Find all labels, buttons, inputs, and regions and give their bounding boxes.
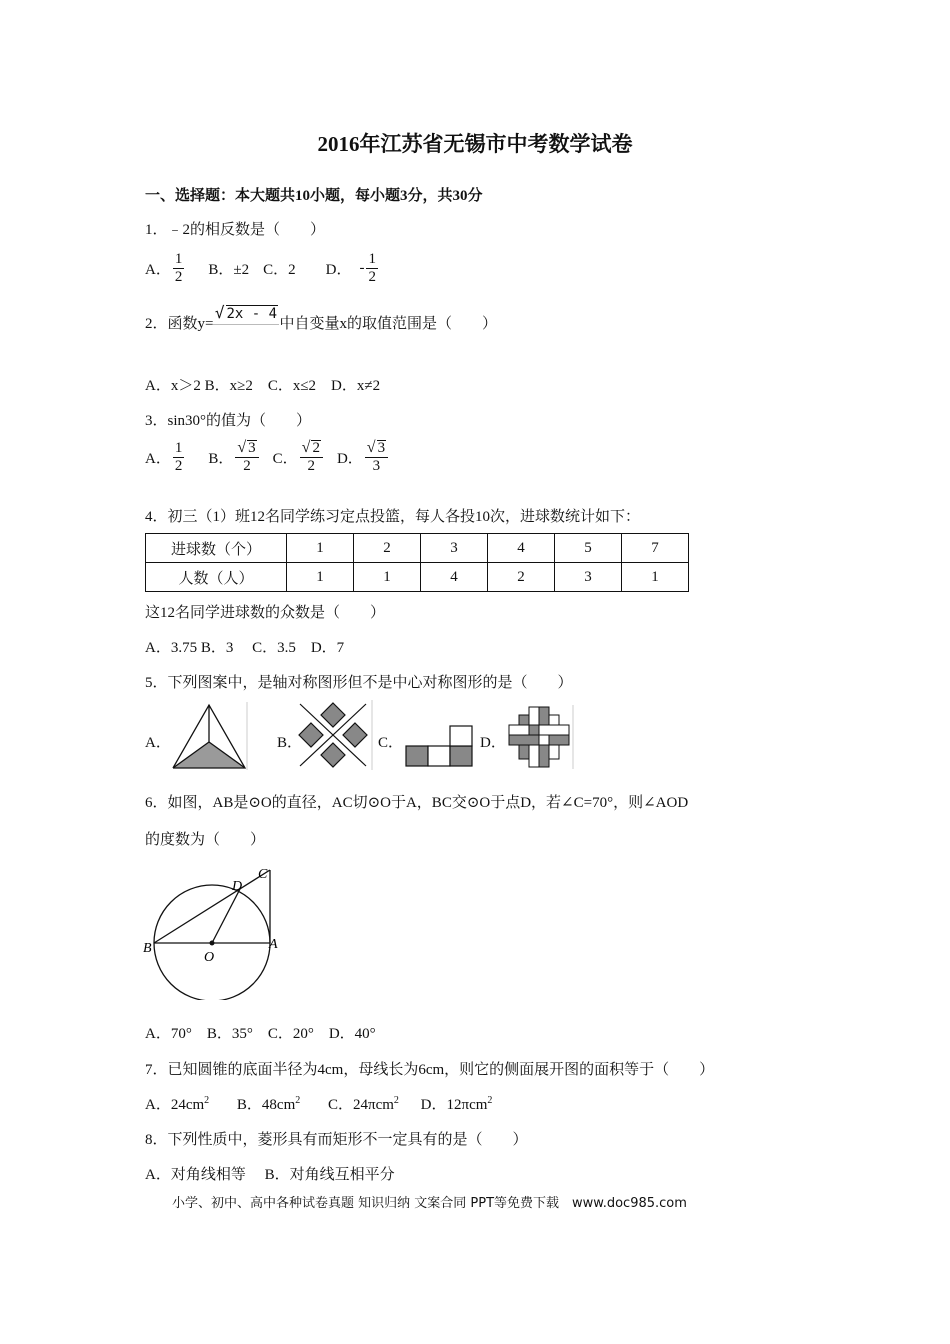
q3-b-fraction: $\frac{√ 3}{2}$	[235, 440, 258, 474]
q8-stem: 8．下列性质中，菱形具有而矩形不一定具有的是（ ）	[145, 1132, 528, 1148]
table-row	[146, 563, 689, 592]
q3-a-fraction: $\frac{1}{2}$	[174, 439, 183, 474]
page-title: 2016年江苏省无锡市中考数学试卷	[317, 132, 633, 156]
q2-suffix: 中自变量x的取值范围是（ ）	[279, 316, 497, 332]
q2-radicand: 2x - 4	[226, 305, 278, 322]
table-cell: 1	[622, 563, 689, 592]
table-cell: 1	[287, 534, 354, 563]
q1-d-fraction: $\frac{1}{2}$	[368, 251, 376, 285]
q3-d-label: D．	[336, 450, 363, 467]
q1-option-b: B．±2	[208, 262, 250, 278]
label-A: A	[269, 937, 278, 952]
table-cell: 7	[622, 534, 689, 563]
q7-options	[145, 1093, 492, 1114]
q6-options: A．70° B．35° C．20° D．40°	[145, 1026, 376, 1042]
q4-question: 这12名同学进球数的众数是（ ）	[145, 605, 386, 621]
q6-stem: 6．如图，AB是⊙O的直径，AC切⊙O于A，BC交⊙O于点D，若∠C=70°，则∠AOD	[145, 795, 689, 811]
q7-option-c: C．24πcm	[328, 1097, 394, 1113]
q5-stem: 5．下列图案中，是轴对称图形但不是中心对称图形的是（ ）	[145, 675, 573, 691]
table-cell: 5	[555, 534, 622, 563]
q5-d-figure	[503, 705, 575, 769]
table-cell: 4	[488, 534, 555, 563]
table-cell: 1	[354, 563, 421, 592]
table-cell: 4	[421, 563, 488, 592]
q5-c-label: C．	[378, 735, 404, 751]
q4-table	[145, 533, 689, 592]
q2-sqrt-expression	[213, 303, 279, 325]
q1-a-fraction: $\frac{1}{2}$	[174, 251, 183, 285]
q7-option-a: A．24cm	[145, 1097, 205, 1113]
q5-a-label: A．	[145, 735, 171, 751]
q4-options: A．3.75 B．3 C．3.5 D．7	[145, 640, 345, 656]
q3-options	[145, 440, 390, 474]
q1-stem: 1．﹣2的相反数是（ ）	[145, 222, 326, 238]
table-cell: 进球数（个）	[146, 534, 287, 563]
q7-option-b: B．48cm	[236, 1097, 296, 1113]
radical-icon: √	[214, 302, 225, 322]
q1-option-c: C．2	[263, 262, 296, 278]
q3-c-fraction: $\frac{√ 2}{2}$	[300, 440, 323, 474]
page-footer: 小学、初中、高中各种试卷真题 知识归纳 文案合同 PPT等免费下载 www.doc985.com	[172, 1196, 687, 1211]
table-row	[146, 534, 689, 563]
table-cell: 3	[555, 563, 622, 592]
q6-circle-diagram	[142, 860, 280, 1000]
table-cell: 3	[421, 534, 488, 563]
q5-c-figure	[402, 722, 474, 768]
q2-stem	[145, 302, 497, 333]
table-cell: 2	[488, 563, 555, 592]
q3-d-fraction: $\frac{√ 3}{3}$	[365, 440, 388, 474]
section-heading: 一、选择题：本大题共10小题，每小题3分，共30分	[145, 188, 483, 204]
q7-exp: 2	[204, 1095, 210, 1106]
q7-exp: 2	[393, 1095, 399, 1106]
label-D: D	[232, 879, 243, 894]
q5-d-label: D．	[480, 735, 506, 751]
q3-stem: 3．sin30°的值为（ ）	[145, 413, 312, 429]
table-cell: 1	[287, 563, 354, 592]
q7-option-d: D．12πcm	[420, 1097, 488, 1113]
q2-prefix: 2．函数y=	[145, 316, 214, 332]
q7-exp: 2	[487, 1095, 493, 1106]
q1-d-label: D．	[325, 262, 352, 278]
table-cell: 人数（人）	[146, 563, 287, 592]
q8-options: A．对角线相等 B．对角线互相平分	[145, 1167, 395, 1183]
q3-c-label: C．	[272, 450, 298, 467]
q2-options: A．x＞2 B．x≥2 C．x≤2 D．x≠2	[145, 378, 381, 394]
q5-a-figure	[170, 702, 248, 770]
q7-exp: 2	[295, 1095, 301, 1106]
label-O: O	[204, 950, 215, 965]
q7-stem: 7．已知圆锥的底面半径为4cm，母线长为6cm，则它的侧面展开图的面积等于（ ）	[145, 1062, 715, 1078]
table-cell: 2	[354, 534, 421, 563]
q5-b-label: B．	[277, 735, 303, 751]
q3-a-label: A．	[145, 450, 171, 467]
label-B: B	[143, 941, 152, 956]
q3-b-label: B．	[208, 450, 234, 467]
q1-options	[145, 252, 380, 285]
q1-d-sign: -	[359, 260, 365, 276]
q4-stem: 4．初三（1）班12名同学练习定点投篮，每人各投10次，进球数统计如下：	[145, 509, 641, 525]
q5-b-figure	[296, 700, 374, 770]
q6-stem-2: 的度数为（ ）	[145, 832, 266, 848]
q1-a-label: A．	[145, 262, 171, 278]
label-C: C	[258, 867, 268, 882]
